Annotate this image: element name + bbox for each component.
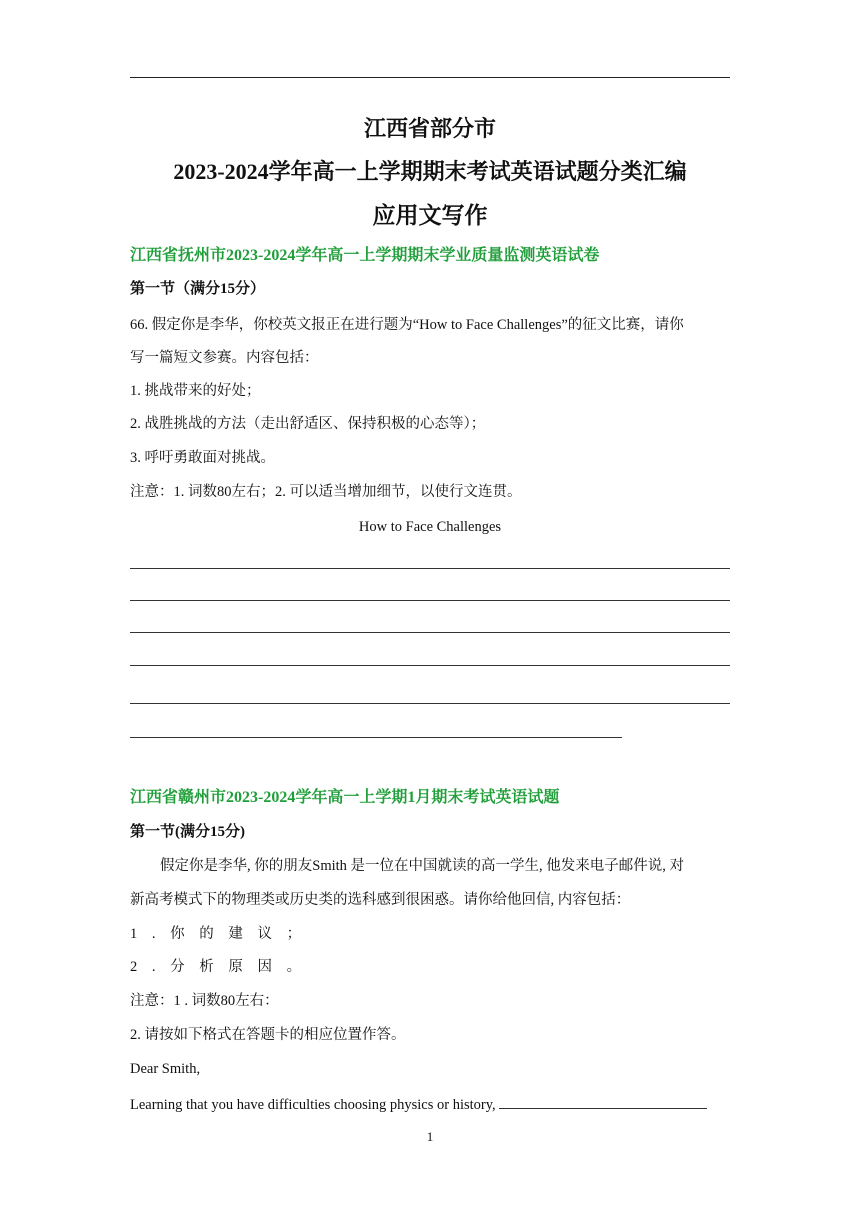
title-region: 江西省部分市 <box>363 116 496 141</box>
section1-note: 注意：1. 词数80左右；2. 可以适当增加细节，以使行文连贯。 <box>130 484 522 500</box>
section2-point-1: 1 . 你 的 建 议 ； <box>130 926 307 942</box>
letter-opening <box>130 1094 707 1115</box>
answer-line <box>130 568 730 569</box>
answer-line <box>130 665 730 666</box>
section1-prompt-line1: 66. 假定你是李华，你校英文报正在进行题为“How to Face Challenges”的征文比赛，请你 <box>130 317 684 333</box>
section1-point-3: 3. 呼吁勇敢面对挑战。 <box>130 450 275 466</box>
answer-line <box>130 600 730 601</box>
section1-source: 江西省抚州市2023-2024学年高一上学期期末学业质量监测英语试卷 <box>130 247 600 264</box>
answer-line <box>130 703 730 704</box>
answer-blank <box>499 1094 707 1109</box>
section2-prompt-line2: 新高考模式下的物理类或历史类的选科感到很困惑。请你给他回信, 内容包括： <box>130 892 631 908</box>
section2-source: 江西省赣州市2023-2024学年高一上学期1月期末考试英语试题 <box>130 789 560 806</box>
section2-prompt-line1: 假定你是李华, 你的朋友Smith 是一位在中国就读的高一学生, 他发来电子邮件说, 对 <box>160 858 685 874</box>
section2-part: 第一节(满分15分) <box>130 824 245 840</box>
section1-prompt-line2: 写一篇短文参赛。内容包括： <box>130 350 319 366</box>
answer-line <box>130 632 730 633</box>
section1-point-1: 1. 挑战带来的好处； <box>130 383 261 399</box>
section1-point-2: 2. 战胜挑战的方法（走出舒适区、保持积极的心态等）； <box>130 416 486 432</box>
title-topic: 应用文写作 <box>372 203 488 228</box>
section2-note2: 2. 请按如下格式在答题卡的相应位置作答。 <box>130 1027 406 1043</box>
section2-point-2: 2 . 分 析 原 因 。 <box>130 959 307 975</box>
section2-note1: 注意：1 . 词数80左右： <box>130 993 279 1009</box>
essay-title: How to Face Challenges <box>358 519 502 535</box>
section1-part: 第一节（满分15分） <box>130 281 266 297</box>
answer-line <box>130 737 622 738</box>
header-rule <box>130 77 730 78</box>
letter-opening-text: Learning that you have difficulties choosing physics or history, <box>130 1097 496 1113</box>
title-compilation: 2023-2024学年高一上学期期末考试英语试题分类汇编 <box>173 159 687 184</box>
letter-salutation: Dear Smith, <box>130 1061 201 1077</box>
page-number: 1 <box>426 1129 434 1144</box>
